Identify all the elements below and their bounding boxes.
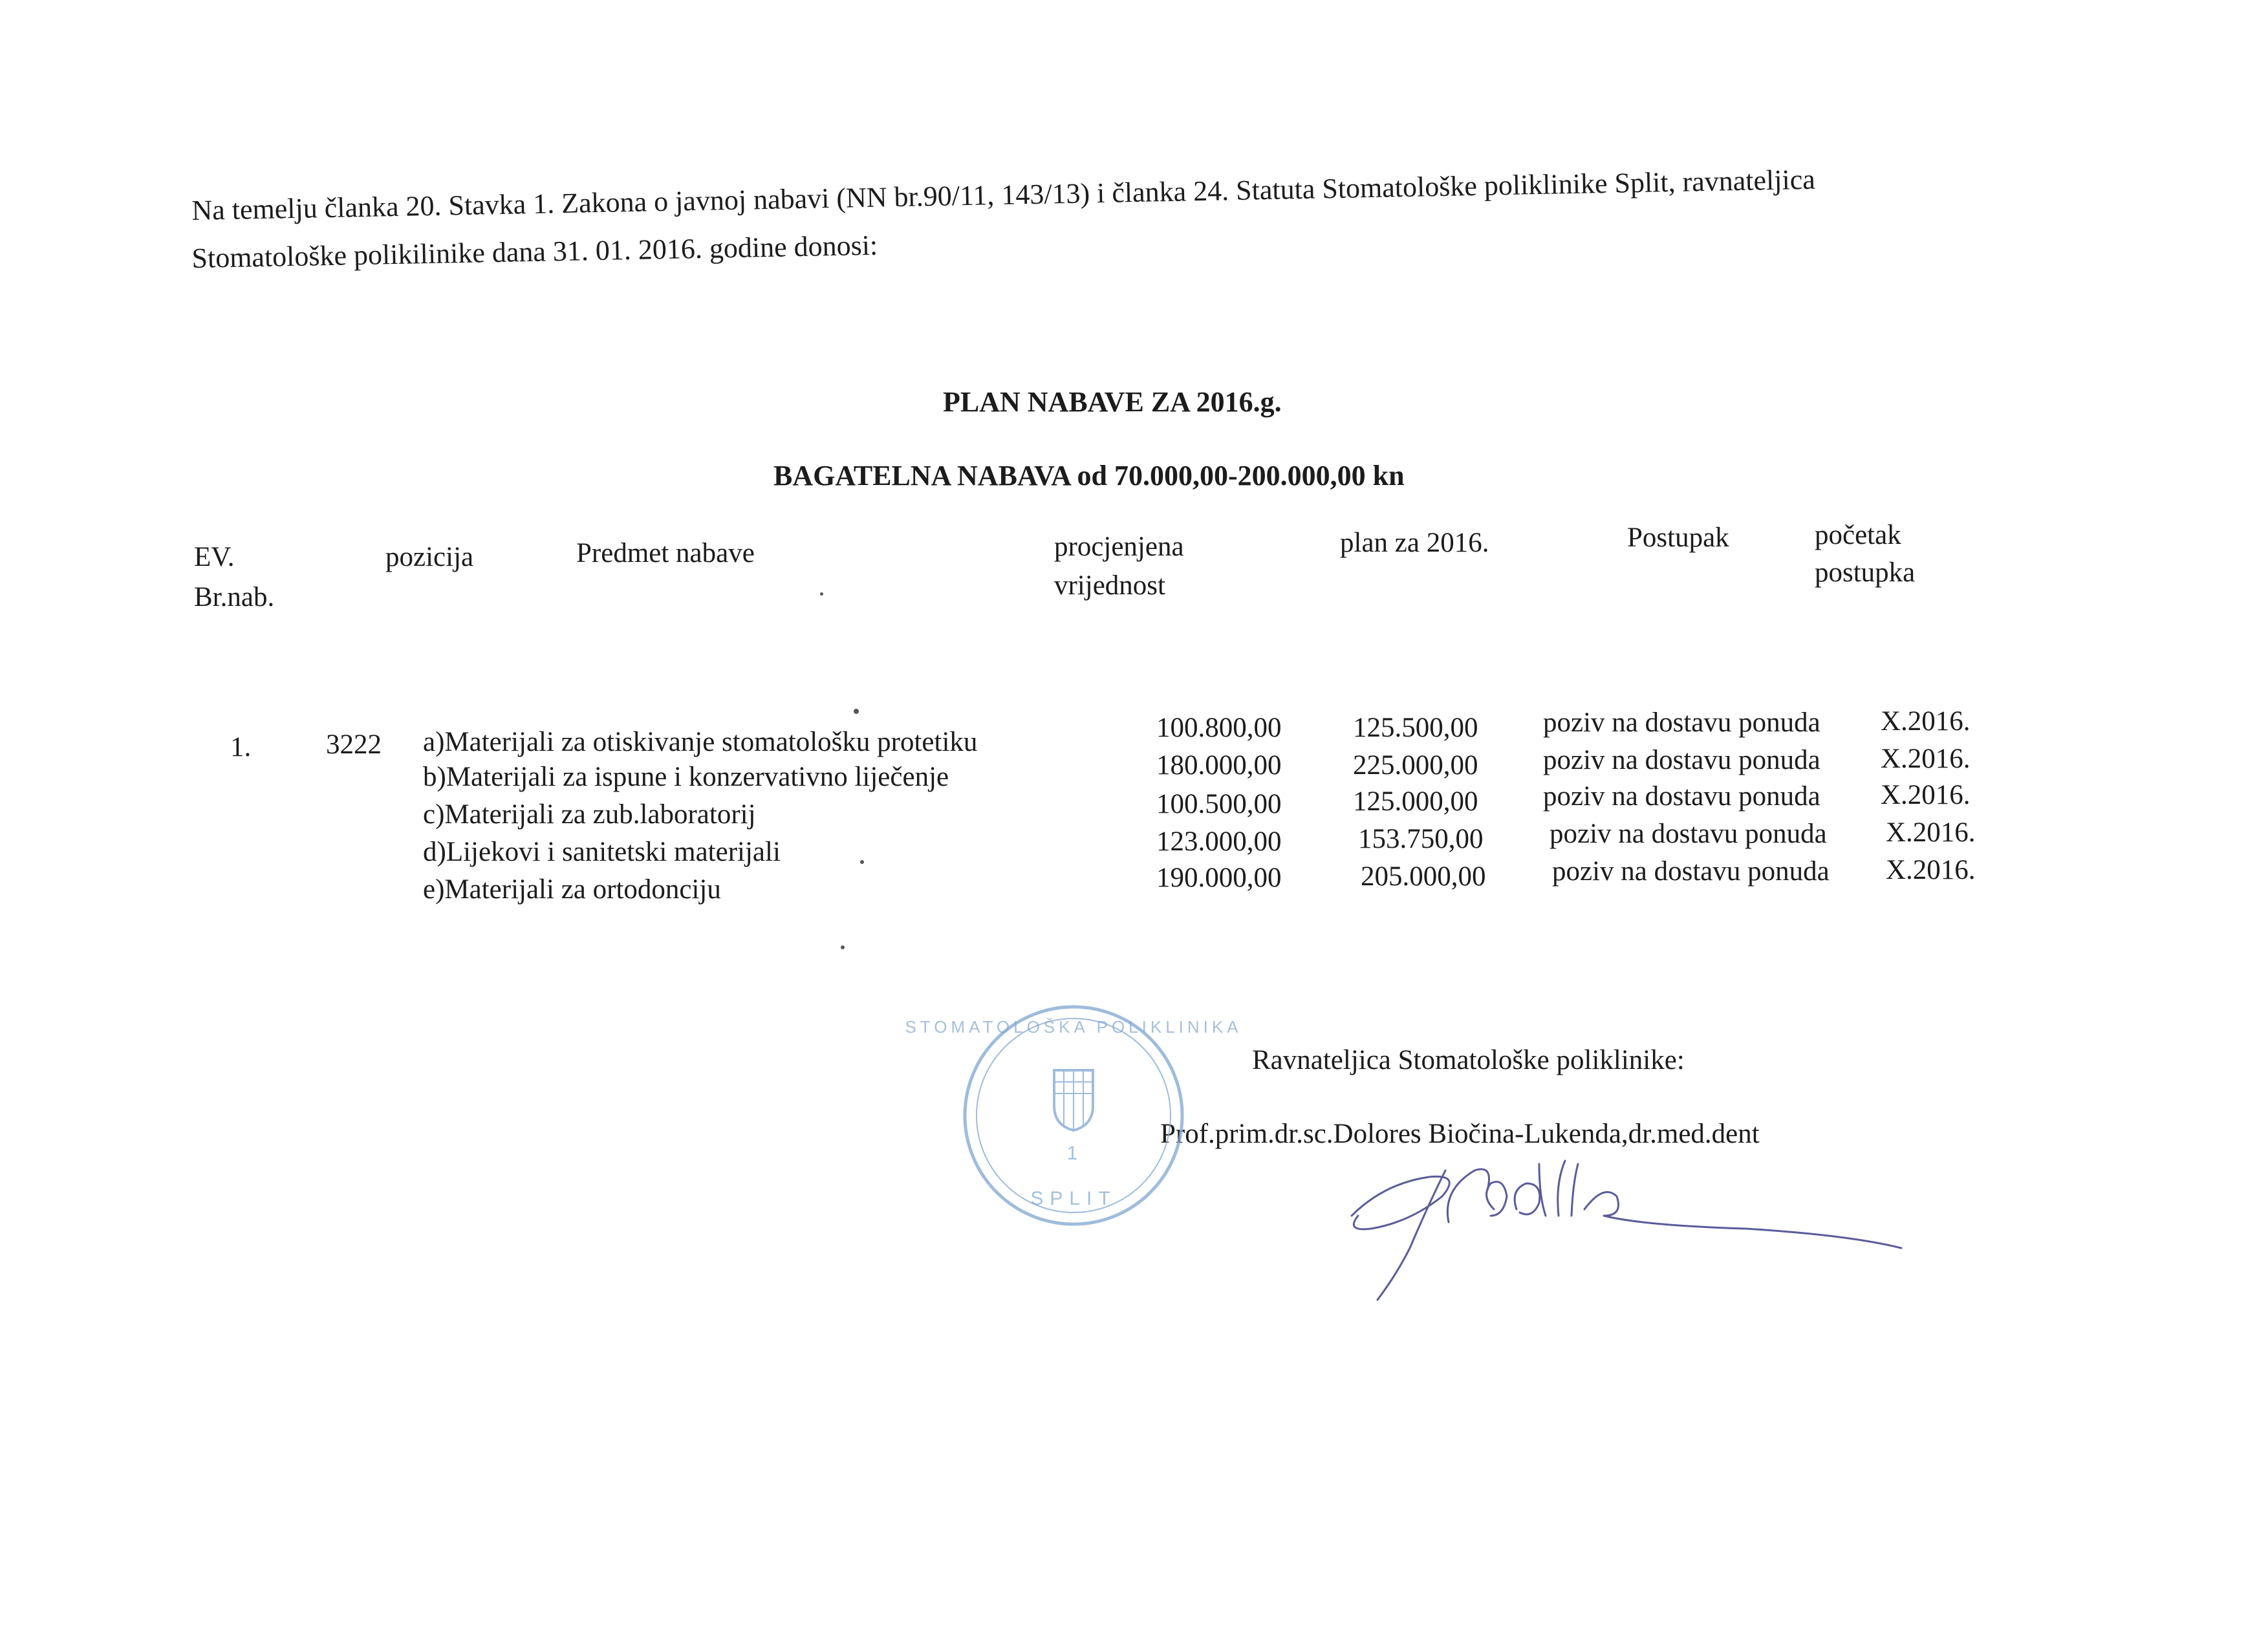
document-title: PLAN NABAVE ZA 2016.g.: [943, 386, 1282, 418]
svg-text:1: 1: [1066, 1143, 1078, 1164]
item-pocetak-e: X.2016.: [1886, 855, 1976, 885]
item-plan-a: 125.500,00: [1353, 713, 1478, 743]
item-pocetak-b: X.2016.: [1881, 744, 1971, 774]
item-postupak-d: poziv na dostavu ponuda: [1550, 819, 1827, 849]
intro-line-1: Na temelju članka 20. Stavka 1. Zakona o javnoj nabavi (NN br.90/11, 143/13) i članka 24. Statuta Stomatološke poliklinike Split, ravnateljica: [191, 163, 1816, 226]
header-vrijednost: vrijednost: [1054, 570, 1165, 601]
item-procjenjena-a: 100.800,00: [1156, 713, 1282, 743]
header-pozicija: pozicija: [385, 542, 474, 572]
item-postupak-b: poziv na dostavu ponuda: [1543, 745, 1820, 775]
item-pocetak-a: X.2016.: [1881, 706, 1971, 737]
header-procjenjena: procjenjena: [1054, 532, 1184, 562]
header-predmet-nabave: Predmet nabave: [576, 538, 755, 568]
item-pocetak-c: X.2016.: [1881, 780, 1971, 810]
header-plan: plan za 2016.: [1340, 528, 1489, 558]
item-plan-b: 225.000,00: [1353, 750, 1478, 781]
scan-speck: [820, 592, 823, 596]
header-postupka: postupka: [1815, 557, 1916, 588]
svg-text:SPLIT: SPLIT: [1030, 1188, 1117, 1209]
item-procjenjena-c: 100.500,00: [1156, 789, 1282, 819]
item-predmet-a: a)Materijali za otiskivanje stomatološku protetiku: [423, 727, 978, 757]
item-plan-e: 205.000,00: [1361, 861, 1486, 892]
item-plan-c: 125.000,00: [1353, 786, 1478, 817]
scan-speck: [841, 945, 845, 949]
entry-number: 1.: [230, 732, 252, 762]
item-procjenjena-b: 180.000,00: [1156, 750, 1282, 781]
item-predmet-e: e)Materijali za ortodonciju: [423, 874, 721, 905]
document-subtitle: BAGATELNA NABAVA od 70.000,00-200.000,00 kn: [773, 460, 1405, 491]
scan-speck: [860, 860, 864, 864]
signatory-role: Ravnateljica Stomatološke poliklinike:: [1252, 1045, 1685, 1075]
item-predmet-d: d)Lijekovi i sanitetski materijali: [423, 837, 781, 867]
item-procjenjena-e: 190.000,00: [1156, 863, 1282, 893]
header-ev: EV.: [194, 542, 235, 572]
official-stamp: [905, 999, 1242, 1232]
header-br-nab: Br.nab.: [194, 582, 275, 612]
handwritten-signature: [1332, 1145, 1914, 1313]
header-postupak: Postupak: [1627, 523, 1729, 553]
signatory-name: Prof.prim.dr.sc.Dolores Biočina-Lukenda,dr.med.dent: [1160, 1119, 1760, 1149]
scan-speck: [854, 709, 859, 714]
header-pocetak: početak: [1815, 520, 1901, 550]
item-predmet-b: b)Materijali za ispune i konzervativno liječenje: [423, 762, 949, 792]
item-predmet-c: c)Materijali za zub.laboratorij: [423, 799, 756, 830]
item-postupak-e: poziv na dostavu ponuda: [1552, 856, 1830, 887]
item-plan-d: 153.750,00: [1358, 824, 1484, 854]
svg-text:STOMATOLOŠKA POLIKLINIKA: STOMATOLOŠKA POLIKLINIKA: [905, 1017, 1242, 1037]
entry-pozicija: 3222: [326, 729, 382, 760]
item-procjenjena-d: 123.000,00: [1156, 826, 1282, 857]
item-pocetak-d: X.2016.: [1886, 817, 1976, 848]
item-postupak-a: poziv na dostavu ponuda: [1543, 707, 1820, 738]
intro-line-2: Stomatološke polikilinike dana 31. 01. 2016. godine donosi:: [191, 229, 878, 274]
item-postupak-c: poziv na dostavu ponuda: [1543, 781, 1820, 812]
